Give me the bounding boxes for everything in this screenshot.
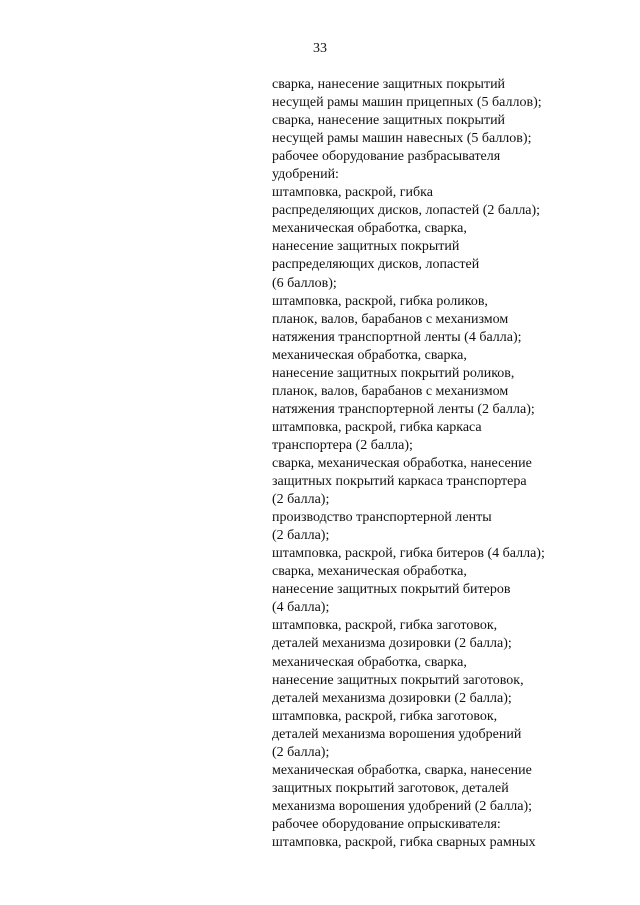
text-line: нанесение защитных покрытий роликов, — [272, 365, 515, 381]
text-line: механическая обработка, сварка, — [272, 654, 467, 670]
text-line: (2 балла); — [272, 744, 330, 760]
text-line: (2 балла); — [272, 528, 330, 544]
text-line: (6 баллов); — [272, 275, 337, 291]
text-line: (4 балла); — [272, 600, 330, 616]
document-body — [272, 76, 632, 852]
text-line: нанесение защитных покрытий заготовок, — [272, 672, 524, 688]
text-line: производство транспортерной ленты — [272, 510, 492, 526]
text-line: рабочее оборудование разбрасывателя — [272, 149, 501, 165]
page-number: 33 — [313, 41, 327, 56]
text-line: штамповка, раскрой, гибка заготовок, — [272, 708, 498, 724]
text-line: распределяющих дисков, лопастей — [272, 257, 480, 273]
text-line: деталей механизма дозировки (2 балла); — [272, 636, 512, 652]
text-line: деталей механизма ворошения удобрений — [272, 726, 522, 742]
text-line: натяжения транспортной ленты (4 балла); — [272, 329, 522, 345]
text-line: штамповка, раскрой, гибка битеров (4 балла); — [272, 546, 545, 562]
text-line: сварка, механическая обработка, нанесение — [272, 455, 532, 471]
text-line: планок, валов, барабанов с механизмом — [272, 383, 509, 399]
text-line: штамповка, раскрой, гибка заготовок, — [272, 618, 498, 634]
text-line: планок, валов, барабанов с механизмом — [272, 311, 509, 327]
text-line: нанесение защитных покрытий битеров — [272, 582, 511, 598]
text-line: несущей рамы машин прицепных (5 баллов); — [272, 95, 542, 111]
text-line: сварка, механическая обработка, — [272, 564, 467, 580]
text-line: штамповка, раскрой, гибка — [272, 185, 433, 201]
text-line: механизма ворошения удобрений (2 балла); — [272, 798, 533, 814]
text-line: механическая обработка, сварка, — [272, 221, 467, 237]
text-line: сварка, нанесение защитных покрытий — [272, 113, 506, 129]
text-line: штамповка, раскрой, гибка роликов, — [272, 293, 488, 309]
text-line: транспортера (2 балла); — [272, 437, 413, 453]
text-line: несущей рамы машин навесных (5 баллов); — [272, 131, 532, 147]
text-line: защитных покрытий заготовок, деталей — [272, 780, 509, 796]
text-line: деталей механизма дозировки (2 балла); — [272, 690, 512, 706]
text-line: механическая обработка, сварка, — [272, 347, 467, 363]
text-line: штамповка, раскрой, гибка сварных рамных — [272, 834, 536, 850]
text-line: механическая обработка, сварка, нанесение — [272, 762, 532, 778]
text-line: натяжения транспортерной ленты (2 балла); — [272, 401, 535, 417]
text-line: (2 балла); — [272, 492, 330, 508]
text-line: нанесение защитных покрытий — [272, 239, 460, 255]
text-line: сварка, нанесение защитных покрытий — [272, 77, 506, 92]
text-line: рабочее оборудование опрыскивателя: — [272, 816, 501, 832]
text-line: удобрений: — [272, 167, 339, 183]
text-line: штамповка, раскрой, гибка каркаса — [272, 419, 482, 435]
text-line: распределяющих дисков, лопастей (2 балла); — [272, 203, 541, 219]
text-line: защитных покрытий каркаса транспортера — [272, 474, 527, 490]
